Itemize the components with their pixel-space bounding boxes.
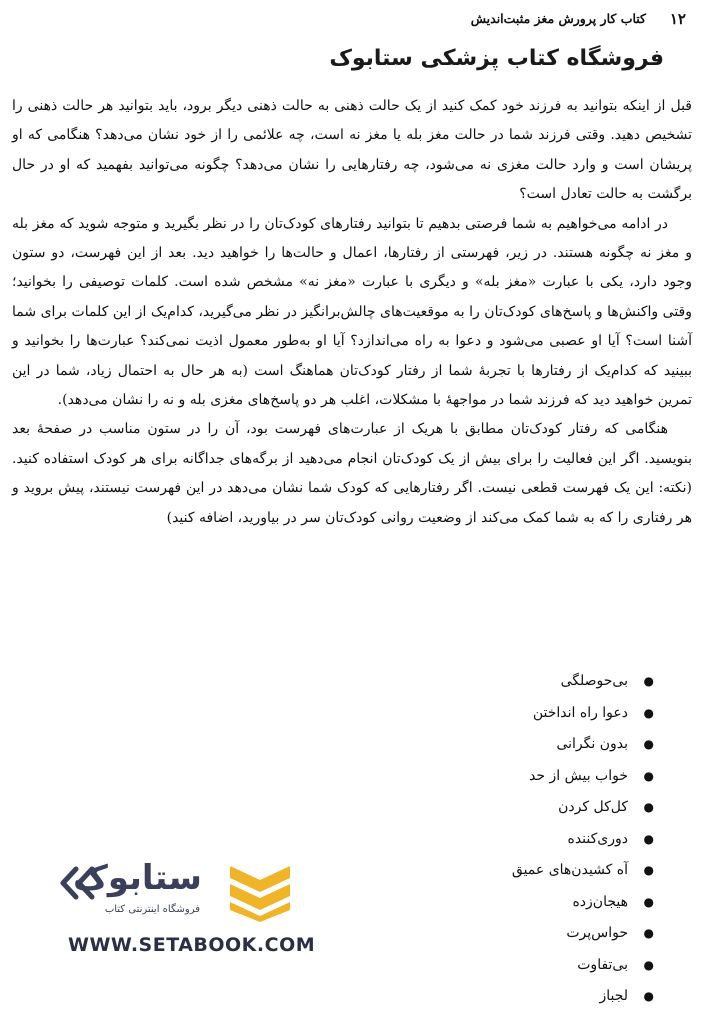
store-watermark: فروشگاه کتاب پزشکی ستابوک bbox=[329, 46, 664, 71]
bullet-icon: ● bbox=[643, 989, 654, 1003]
list-item-label: بی‌تفاوت bbox=[577, 956, 628, 973]
list-item-label: دوری‌کننده bbox=[567, 830, 628, 847]
list-item-label: بدون نگرانی bbox=[556, 736, 628, 752]
bullet-icon: ● bbox=[643, 800, 654, 814]
list-item bbox=[512, 792, 654, 824]
logo-tagline: فروشگاه اینترنتی کتاب bbox=[104, 904, 200, 915]
list-item bbox=[512, 918, 654, 950]
running-title: کتاب کار پرورش مغز مثبت‌اندیش bbox=[470, 11, 646, 26]
list-item bbox=[512, 855, 654, 887]
setabook-logo bbox=[54, 848, 314, 958]
logo-brand bbox=[58, 858, 206, 924]
bullet-icon: ● bbox=[643, 894, 654, 909]
bullet-icon: ● bbox=[643, 768, 654, 783]
list-item bbox=[512, 666, 654, 698]
list-item-label: کل‌کل کردن bbox=[558, 799, 628, 815]
body-text bbox=[12, 92, 692, 533]
list-item-label: خواب بیش از حد bbox=[529, 767, 628, 784]
list-item-label: لجباز bbox=[599, 988, 628, 1004]
behavior-list bbox=[512, 666, 654, 1013]
list-item-label: بی‌حوصلگی bbox=[560, 673, 628, 689]
book-emblem-icon bbox=[224, 860, 296, 924]
bullet-icon: ● bbox=[643, 957, 654, 972]
list-item-label: حواس‌پرت bbox=[566, 925, 628, 941]
list-item bbox=[512, 887, 654, 919]
paragraph: قبل از اینکه بتوانید به فرزند خود کمک کنید از یک حالت ذهنی به حالت ذهنی دیگر برود، باید بتوانید هر حالت ذهنی را تشخیص دهید. وقتی فرزند شما در حالت مغز بله یا مغز نه است، چه علائمی را از خود نشان می‌دهد؟ هنگامی که او پریشان است و وارد حالت مغزی نه می‌شود، چه رفتارهایی را نشان می‌دهد؟ چگونه می‌توانید بفهمید که او در حال برگشت به حالت تعادل است؟ bbox=[12, 98, 692, 203]
page-header bbox=[18, 10, 686, 32]
page-number: ۱۲ bbox=[669, 10, 686, 28]
list-item bbox=[512, 729, 654, 761]
list-item-label: آه کشیدن‌های عمیق bbox=[511, 862, 628, 878]
list-item bbox=[512, 824, 654, 856]
bullet-icon: ● bbox=[643, 926, 654, 940]
list-item bbox=[512, 761, 654, 793]
list-item bbox=[512, 950, 654, 982]
list-item bbox=[512, 698, 654, 730]
bullet-icon: ● bbox=[643, 863, 654, 877]
list-item-label: دعوا راه انداختن bbox=[532, 704, 628, 721]
bullet-icon: ● bbox=[643, 737, 654, 751]
paragraph: هنگامی که رفتار کودک‌تان مطابق با هریک از عبارت‌های فهرست بود، آن را در ستون مناسب در صفحهٔ بعد بنویسید. اگر این فعالیت را برای بیش از یک کودک‌تان انجام می‌دهید از برگه‌های جداگانه برای هر کودک استفاده کنید. (نکته: این یک فهرست قطعی نیست. اگر رفتارهایی که کودک شما نشان می‌دهد در این فهرست نیستند، پیش بروید و هر رفتاری را که به شما کمک می‌کند از وضعیت روانی کودک‌تان سر در بیاورید، اضافه کنید) bbox=[12, 421, 693, 526]
list-item bbox=[512, 981, 654, 1013]
bullet-icon: ● bbox=[643, 831, 654, 846]
bullet-icon: ● bbox=[643, 674, 654, 688]
list-item-label: هیجان‌زده bbox=[572, 893, 628, 910]
bullet-icon: ● bbox=[643, 705, 654, 720]
paragraph: در ادامه می‌خواهیم به شما فرصتی بدهیم تا بتوانید رفتارهای کودک‌تان را در نظر بگیرید و متوجه شوید که مغز بله و مغز نه چگونه هستند. در زیر، فهرستی از رفتارها، اعمال و حالت‌ها را خواهید دید. بعد از این فهرست، دو ستون وجود دارد، یکی با عبارت «مغز بله» و دیگری با عبارت «مغز نه» مشخص شده است. کلمات توصیفی را بخوانید؛ وقتی واکنش‌ها و پاسخ‌های کودک‌تان را به موقعیت‌های چالش‌برانگیز در نظر می‌گیرید، کدام‌یک از این کلمات برای شما آشنا است؟ آیا او عصبی می‌شود و دعوا به راه می‌اندازد؟ آیا او به‌طور معمول اذیت نمی‌کند؟ عبارت‌ها را بخوانید و ببینید که کدام‌یک از رفتارها با تجربهٔ شما از رفتار کودک‌تان هماهنگ است (به هر حال به احتمال زیاد، شما در این تمرین خواهید دید که فرزند شما در مواجههٔ با مشکلات، اغلب هر دو پاسخ‌های مغزی بله و نه را نشان می‌دهد). bbox=[12, 215, 692, 409]
logo-url: WWW.SETABOOK.COM bbox=[68, 934, 316, 956]
logo-brand-name: ستابوک bbox=[73, 858, 202, 898]
